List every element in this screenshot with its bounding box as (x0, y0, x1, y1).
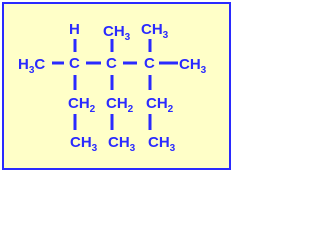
methyl-top-c3: $CH_3$ (141, 21, 169, 41)
methylene-3: $CH_2$ (146, 95, 174, 115)
methyl-top-c2: $CH_3$ (103, 23, 131, 43)
carbon-c2: C (106, 55, 117, 72)
carbon-c3: C (144, 55, 155, 72)
carbon-c1: C (69, 55, 80, 72)
methyl-bottom-1: $CH_3$ (70, 134, 98, 154)
methylene-1: $CH_2$ (68, 95, 96, 115)
methyl-bottom-2: $CH_3$ (108, 134, 136, 154)
methylene-2: $CH_2$ (106, 95, 134, 115)
hydrogen-label: H (69, 21, 80, 38)
methyl-left: $H_3C$ (18, 56, 46, 76)
methyl-right: $CH_3$ (179, 56, 207, 76)
methyl-bottom-3: $CH_3$ (148, 134, 176, 154)
